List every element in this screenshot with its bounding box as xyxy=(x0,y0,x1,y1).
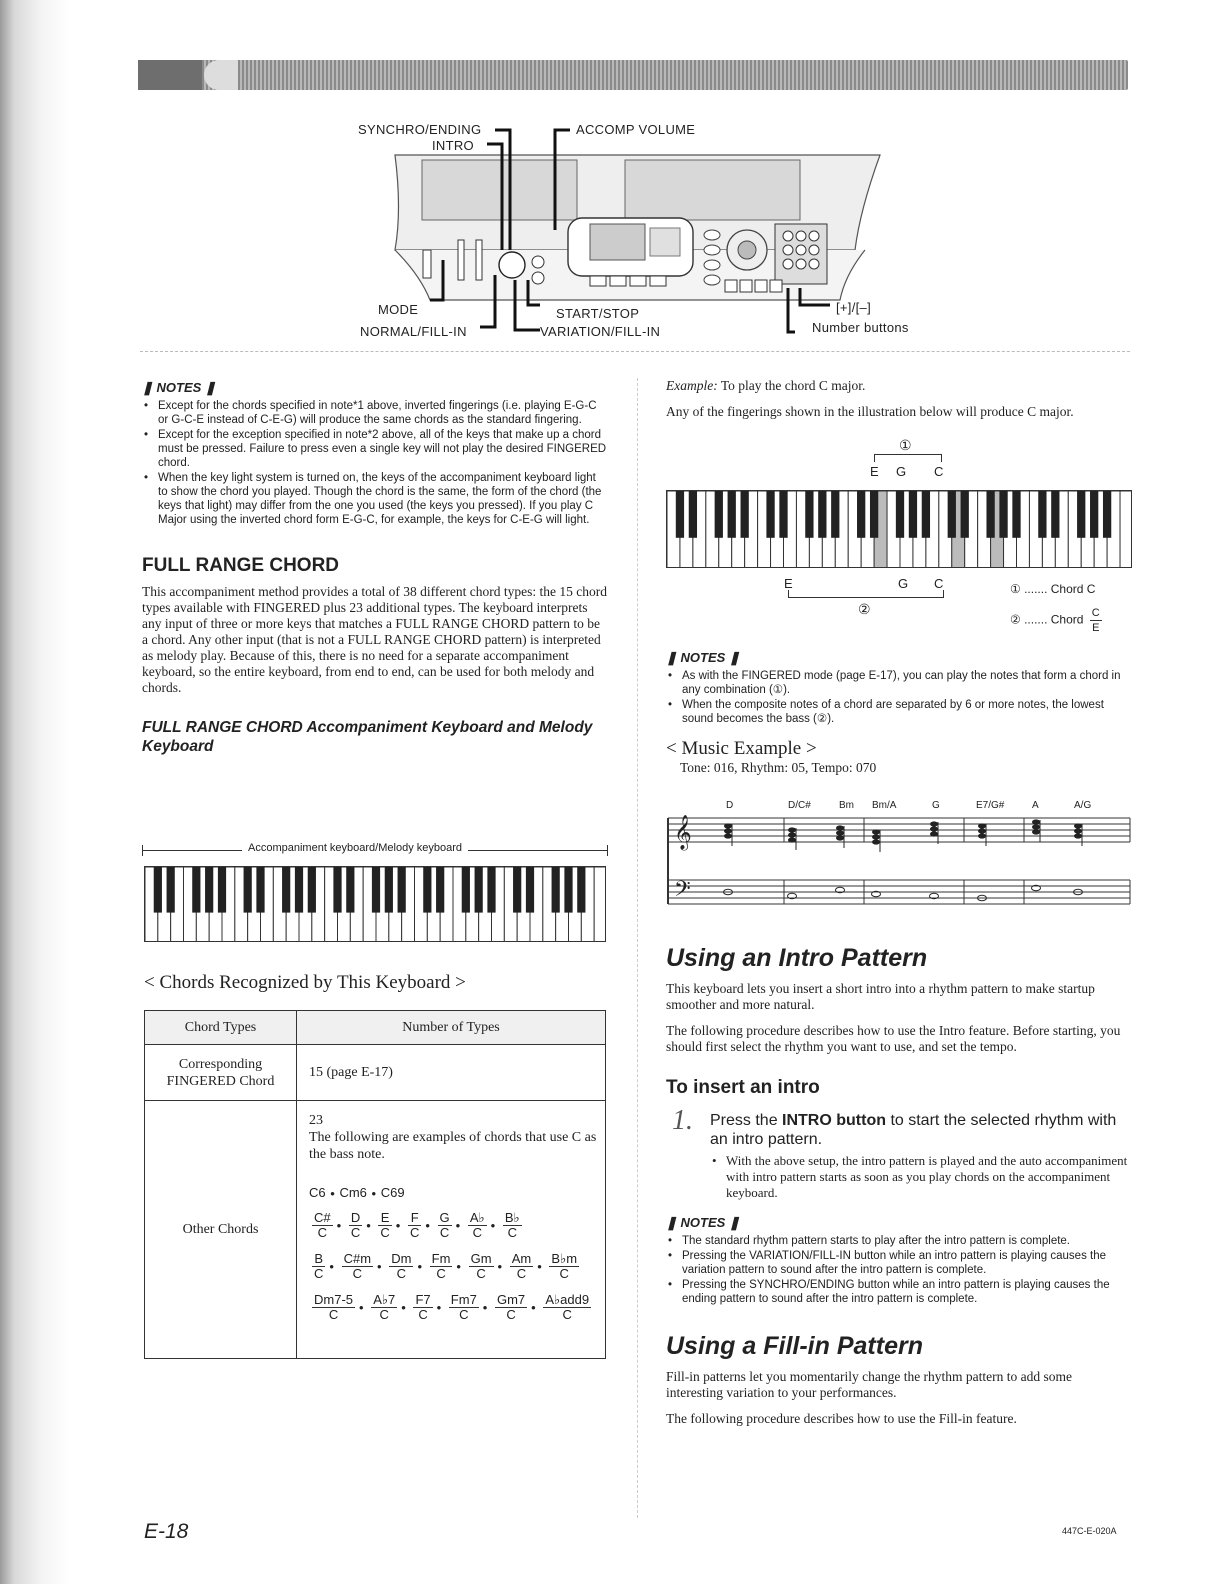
note-head xyxy=(788,832,796,837)
column-divider xyxy=(637,378,638,1518)
note-head xyxy=(788,827,796,832)
black-key xyxy=(715,491,723,538)
bracket-bottom xyxy=(788,590,944,598)
black-key xyxy=(577,867,585,913)
header-band xyxy=(138,60,1128,90)
black-key xyxy=(1038,491,1046,538)
black-key xyxy=(999,491,1007,538)
key-c-top: C xyxy=(934,464,944,479)
black-key xyxy=(805,491,813,538)
chord-symbol: D/C# xyxy=(788,800,811,811)
intro-pattern-heading: Using an Intro Pattern xyxy=(666,944,928,972)
note-head xyxy=(836,835,844,840)
black-key xyxy=(398,867,406,913)
cell-fingered-chord: Corresponding FINGERED Chord xyxy=(145,1045,297,1101)
note-item: • As with the FINGERED mode (page E-17), you can play the notes that form a chord in any combination (①). xyxy=(666,669,1132,697)
key-g-bottom: G xyxy=(898,576,909,591)
panel-diagram xyxy=(140,100,1130,352)
black-key xyxy=(857,491,865,538)
black-key xyxy=(154,867,162,913)
circle-one-top: ① xyxy=(899,439,912,454)
black-key xyxy=(564,867,572,913)
note-head xyxy=(930,831,938,836)
full-range-chord-body: This accompaniment method provides a total of 38 different chord types: the 15 chord types available with FINGERED plus 23 additional types. The keyboard interprets any input of three or more keys that matches a FULL RANGE CHORD pattern to be a chord. Any other input (that is not a FULL RANGE CHORD pattern) is interpreted as melody play. Because of this, there is no need for a separate accompaniment keyboard, so the entire keyboard, from end to end, can be used for both melody and chords. xyxy=(142,584,607,695)
black-key xyxy=(475,867,483,913)
example-line xyxy=(666,378,1132,394)
black-key xyxy=(779,491,787,538)
note-head xyxy=(836,825,844,830)
chord-symbol: G xyxy=(932,800,940,811)
start-stop-label: START/STOP xyxy=(556,306,640,321)
document-code: 447C-E-020A xyxy=(1062,1526,1117,1536)
key-e-top: E xyxy=(870,464,879,479)
black-key xyxy=(1077,491,1085,538)
frc-keyboard-subheading: FULL RANGE CHORD Accompaniment Keyboard and Melody Keyboard xyxy=(142,719,593,755)
black-key xyxy=(167,867,175,913)
chords-table-wrap xyxy=(144,1010,606,1359)
cell-other-chords-detail xyxy=(297,1101,606,1359)
note-head xyxy=(724,828,732,833)
fingering-keyboard xyxy=(666,490,1132,568)
keyboard-range-arrow xyxy=(142,842,608,858)
key-g-top: G xyxy=(896,464,907,479)
black-key xyxy=(552,867,560,913)
black-key xyxy=(909,491,917,538)
black-key xyxy=(192,867,200,913)
insert-intro-heading: To insert an intro xyxy=(666,1077,820,1098)
black-key xyxy=(986,491,994,538)
note-item: • Pressing the VARIATION/FILL-IN button while an intro pattern is playing causes the variation pattern to sound after the intro pattern is complete. xyxy=(666,1249,1132,1277)
keyboard-keys xyxy=(145,867,606,942)
variation-fill-in-label: VARIATION/FILL-IN xyxy=(540,324,661,339)
legend-chord-c: ① ....... Chord C xyxy=(1010,582,1096,596)
black-key xyxy=(948,491,956,538)
black-key xyxy=(346,867,354,913)
black-key xyxy=(689,491,697,538)
left-column xyxy=(142,380,608,756)
chord-symbol: Bm xyxy=(839,800,854,811)
full-range-keyboard xyxy=(144,866,606,942)
notes-list xyxy=(142,399,608,527)
header-number-of-types: Number of Types xyxy=(297,1011,606,1045)
note-head xyxy=(724,823,732,828)
chord-row-2: $\frac{B}{C}$ • $\frac{C\#m}{C}$ • $\frac{Dm}{C}$ • $\frac{Fm}{C}$ • $\frac{Gm}{C}$ • $\frac{Am}{C}$ • $\frac{B♭m}{C}$ xyxy=(314,1251,578,1282)
chord-symbol: A xyxy=(1032,800,1039,811)
notes-list-right xyxy=(666,669,1132,726)
music-example-info: Tone: 016, Rhythm: 05, Tempo: 070 xyxy=(680,760,877,775)
note-item: • The standard rhythm pattern starts to play after the intro pattern is complete. xyxy=(666,1234,1132,1248)
black-key xyxy=(295,867,303,913)
note-head xyxy=(1074,828,1082,833)
fingering-illustration xyxy=(662,438,1132,638)
step-text: Press the INTRO button to start the selected rhythm with an intro pattern. xyxy=(710,1112,1117,1148)
step-note: • With the above setup, the intro pattern is played and the auto accompaniment with intro pattern starts as soon as you play chords on the accompaniment keyboard. xyxy=(712,1153,1128,1200)
staff-notation xyxy=(664,800,1132,916)
fingering-keyboard-keys xyxy=(667,491,1132,568)
step-number: 1. xyxy=(672,1105,693,1136)
note-head xyxy=(1032,824,1040,829)
black-key xyxy=(436,867,444,913)
accomp-volume-label: ACCOMP VOLUME xyxy=(576,122,696,137)
note-head xyxy=(1032,829,1040,834)
normal-fill-in-label: NORMAL/FILL-IN xyxy=(360,324,467,339)
step-1 xyxy=(666,1105,1132,1201)
intro-paragraph-2: The following procedure describes how to use the Intro feature. Before starting, you should first select the rhythm you want to use, and set the tempo. xyxy=(666,1023,1121,1054)
other-description: The following are examples of chords that use C as the bass note. xyxy=(309,1130,597,1162)
black-key xyxy=(831,491,839,538)
black-key xyxy=(372,867,380,913)
keyboard-range-label: Accompaniment keyboard/Melody keyboard xyxy=(242,842,468,854)
notes-list-intro xyxy=(666,1234,1132,1306)
black-key xyxy=(244,867,252,913)
note-head xyxy=(788,837,796,842)
black-key xyxy=(676,491,684,538)
note-head xyxy=(930,826,938,831)
mode-label: MODE xyxy=(378,302,419,317)
note-item: • When the key light system is turned on, the keys of the accompaniment keyboard light to show the chord you played. Though the chord is the same, the form of the chord (the keys that light) may differ from the one you used (the keys you pressed). If you play C Major using the inverted chord form E-G-C, for example, the keys for C-E-G will light. xyxy=(142,471,608,527)
page-number: E-18 xyxy=(144,1520,189,1543)
fingering-text: Any of the fingerings shown in the illustration below will produce C major. xyxy=(666,404,1074,419)
black-key xyxy=(1103,491,1111,538)
other-count: 23 xyxy=(309,1113,323,1128)
black-key xyxy=(462,867,470,913)
black-key xyxy=(1051,491,1059,538)
black-key xyxy=(1090,491,1098,538)
intro-paragraph-1: This keyboard lets you insert a short intro into a rhythm pattern to make startup smoother and more natural. xyxy=(666,981,1095,1012)
intro-label: INTRO xyxy=(432,138,474,153)
black-key xyxy=(487,867,495,913)
page-edge-shadow xyxy=(0,0,70,1584)
note-item: • Pressing the SYNCHRO/ENDING button while an intro pattern is playing causes the ending pattern to sound after the intro pattern is complete. xyxy=(666,1278,1132,1306)
black-key xyxy=(896,491,904,538)
note-head xyxy=(930,821,938,826)
music-example-heading: < Music Example > xyxy=(666,738,817,759)
notes-heading-right: ❚ NOTES ❚ xyxy=(666,650,740,665)
music-score xyxy=(664,800,1132,916)
note-head xyxy=(1032,819,1040,824)
note-head xyxy=(1074,833,1082,838)
key-c-bottom: C xyxy=(934,576,944,591)
note-head xyxy=(872,834,880,839)
bracket-top xyxy=(874,454,942,462)
right-notes xyxy=(666,650,1132,776)
black-key xyxy=(282,867,290,913)
chords-table xyxy=(144,1010,606,1359)
black-key xyxy=(961,491,969,538)
full-range-chord-heading: FULL RANGE CHORD xyxy=(142,555,340,576)
note-item: • When the composite notes of a chord are separated by 6 or more notes, the lowest sound becomes the bass (②). xyxy=(666,698,1132,726)
notes-heading-intro: ❚ NOTES ❚ xyxy=(666,1215,740,1230)
chord-symbol: D xyxy=(726,800,734,811)
example-label: Example: xyxy=(666,378,718,393)
note-head xyxy=(978,823,986,828)
note-head xyxy=(1074,823,1082,828)
white-key xyxy=(1120,491,1132,568)
plus-minus-label: [+]/[–] xyxy=(836,300,871,315)
chord-symbol: Bm/A xyxy=(872,800,897,811)
chord-c69: C69 xyxy=(380,1185,405,1200)
black-key xyxy=(333,867,341,913)
chord-row-1: $\frac{C\#}{C}$ • $\frac{D}{C}$ • $\frac{E}{C}$ • $\frac{F}{C}$ • $\frac{G}{C}$ • $\frac{A♭}{C}$ • $\frac{B♭}{C}$ xyxy=(314,1210,520,1241)
black-key xyxy=(423,867,431,913)
chord-symbol: E7/G# xyxy=(976,800,1005,811)
chords-recognized-heading: < Chords Recognized by This Keyboard > xyxy=(144,972,466,993)
black-key xyxy=(513,867,521,913)
chord-symbol: A/G xyxy=(1074,800,1092,811)
key-e-bottom: E xyxy=(784,576,793,591)
note-head xyxy=(978,828,986,833)
chord-cm6: Cm6 xyxy=(339,1185,367,1200)
black-key xyxy=(205,867,213,913)
cell-fingered-count: 15 (page E-17) xyxy=(297,1045,606,1101)
black-key xyxy=(526,867,534,913)
note-head xyxy=(978,833,986,838)
black-key xyxy=(922,491,930,538)
note-head xyxy=(836,830,844,835)
black-key xyxy=(218,867,226,913)
intro-section xyxy=(666,944,1132,1427)
note-item: • Except for the exception specified in note*2 above, all of the keys that make up a chord must be pressed. Failure to press even a single key will not play the desired FINGERED chord. xyxy=(142,428,608,470)
right-column-top xyxy=(666,378,1132,420)
example-text: To play the chord C major. xyxy=(720,378,866,393)
notes-heading: ❚ NOTES ❚ xyxy=(142,380,216,395)
black-key xyxy=(766,491,774,538)
legend-chord-c-over-e: ② ....... Chord $\frac{C}{E}$ xyxy=(1010,607,1100,634)
chord-row-3: $\frac{Dm7-5}{C}$ • $\frac{A♭7}{C}$ • $\frac{F7}{C}$ • $\frac{Fm7}{C}$ • $\frac{Gm7}{C}$ • $\frac{\text{A♭add9}}{C}$ xyxy=(314,1292,590,1323)
black-key xyxy=(870,491,878,538)
note-item: • Except for the chords specified in note*1 above, inverted fingerings (i.e. playing E-G-C or G-C-E instead of C-E-G) will produce the same chords as the standard fingering. xyxy=(142,399,608,427)
treble-clef-icon: 𝄞 xyxy=(674,815,692,850)
white-key xyxy=(594,867,606,942)
note-head xyxy=(872,829,880,834)
black-key xyxy=(385,867,393,913)
header-chord-types: Chord Types xyxy=(145,1011,297,1045)
black-key xyxy=(1012,491,1020,538)
circle-two-bottom: ② xyxy=(858,603,871,618)
chord-c6: C6 xyxy=(309,1185,326,1200)
black-key xyxy=(818,491,826,538)
black-key xyxy=(308,867,316,913)
cell-other-chords: Other Chords xyxy=(145,1101,297,1359)
black-key xyxy=(256,867,264,913)
chord-row-0: C6 • Cm6 • C69 xyxy=(309,1185,405,1202)
synchro-ending-label: SYNCHRO/ENDING xyxy=(358,122,482,137)
black-key xyxy=(728,491,736,538)
fill-in-paragraph-2: The following procedure describes how to use the Fill-in feature. xyxy=(666,1411,1017,1426)
fill-in-pattern-heading: Using a Fill-in Pattern xyxy=(666,1332,923,1360)
number-buttons-label: Number buttons xyxy=(812,320,909,335)
bass-clef-icon: 𝄢 xyxy=(674,877,691,907)
fill-in-paragraph-1: Fill-in patterns let you momentarily change the rhythm pattern to add some interesting variation to your performances. xyxy=(666,1369,1073,1400)
black-key xyxy=(741,491,749,538)
note-head xyxy=(724,833,732,838)
note-head xyxy=(872,839,880,844)
